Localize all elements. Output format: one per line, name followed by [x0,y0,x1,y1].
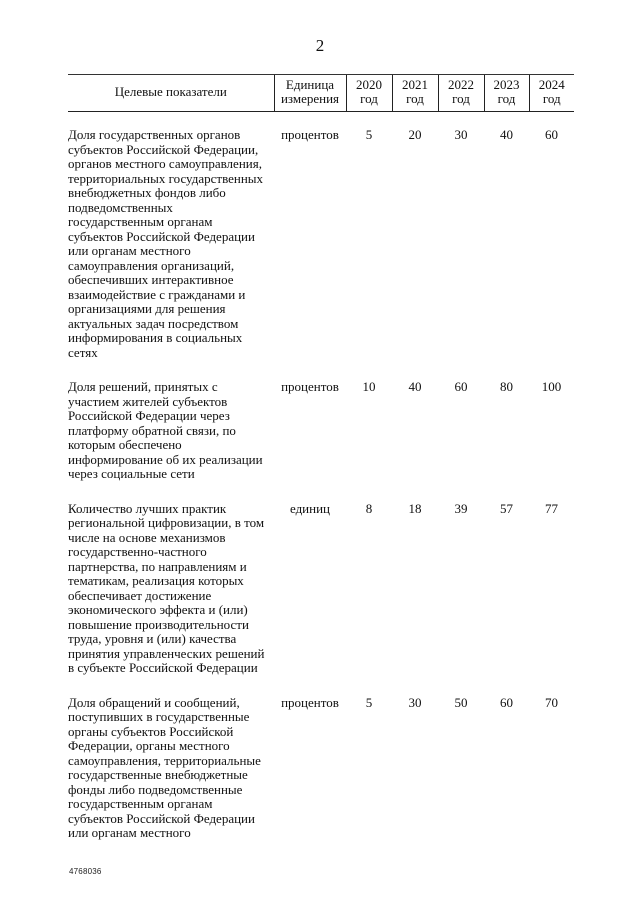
value-cell-2024: 60 [545,127,558,142]
table-row [68,380,574,502]
table-row [68,502,574,696]
indicators-table [68,74,574,861]
table-row [68,128,574,380]
value-cell-2022: 30 [454,127,468,142]
header-year-2024: 2024 год [529,75,574,112]
page-number: 2 [315,36,325,55]
value-cell-2022: 50 [454,694,468,710]
header-unit: Единица измерения [274,75,346,112]
indicator-cell: Доля решений, принятых с участием жителей субъектов Российской Федерации через платформу обратной связи, по которым обеспечено информирование об их реализации через социальные сети [68,379,263,481]
indicator-cell: Доля обращений и сообщений, поступивших в государственные органы субъектов Российской Федерации, органы местного самоуправления, территориальные государственные внебюджетные фонды либо подведомственные государственным органам субъектов Российской Федерации или органам местного [68,694,261,840]
value-cell-2024: 70 [545,694,558,710]
value-cell-2021: 40 [408,379,422,394]
unit-cell: процентов [281,127,339,142]
value-cell-2023: 40 [500,127,513,142]
value-cell-2020: 5 [365,127,373,142]
value-cell-2024: 77 [545,500,558,516]
value-cell-2020: 5 [365,694,373,710]
value-cell-2022: 39 [454,500,468,516]
header-indicator: Целевые показатели [68,75,274,112]
value-cell-2023: 60 [500,694,513,710]
value-cell-2021: 20 [408,127,422,142]
unit-cell: процентов [281,694,339,710]
value-cell-2023: 80 [500,379,513,394]
table-header-row [68,75,574,112]
header-year-2020: 2020 год [346,75,392,112]
header-year-2023: 2023 год [484,75,529,112]
unit-cell: единиц [289,500,331,516]
table-row [68,696,574,861]
value-cell-2023: 57 [500,500,513,516]
unit-cell: процентов [281,379,339,394]
value-cell-2021: 30 [408,694,422,710]
value-cell-2024: 100 [541,379,562,394]
value-cell-2020: 8 [365,500,373,516]
value-cell-2021: 18 [408,500,422,516]
indicator-cell: Количество лучших практик региональной цифровизации, в том числе на основе механизмов государственно-частного партнерства, по направлениям и тематикам, реализация которых обеспечивает достижение экономического эффекта и (или) повышение производительности труда, уровня и (или) качества принятия управленческих решений в субъекте Российской Федерации [68,500,265,675]
indicator-cell: Доля государственных органов субъектов Российской Федерации, органов местного самоуправления, территориальных государственных внебюджетных фондов либо подведомственных государственным органам субъектов Российской Федерации или органам местного самоуправления организаций, обеспечивших интерактивное взаимодействие с гражданами и организациями для решения актуальных задач посредством информирования в социальных сетях [68,127,264,360]
value-cell-2022: 60 [454,379,468,394]
value-cell-2020: 10 [362,379,376,394]
header-year-2022: 2022 год [438,75,484,112]
header-year-2021: 2021 год [392,75,438,112]
document-code: 4768036 [69,867,102,876]
